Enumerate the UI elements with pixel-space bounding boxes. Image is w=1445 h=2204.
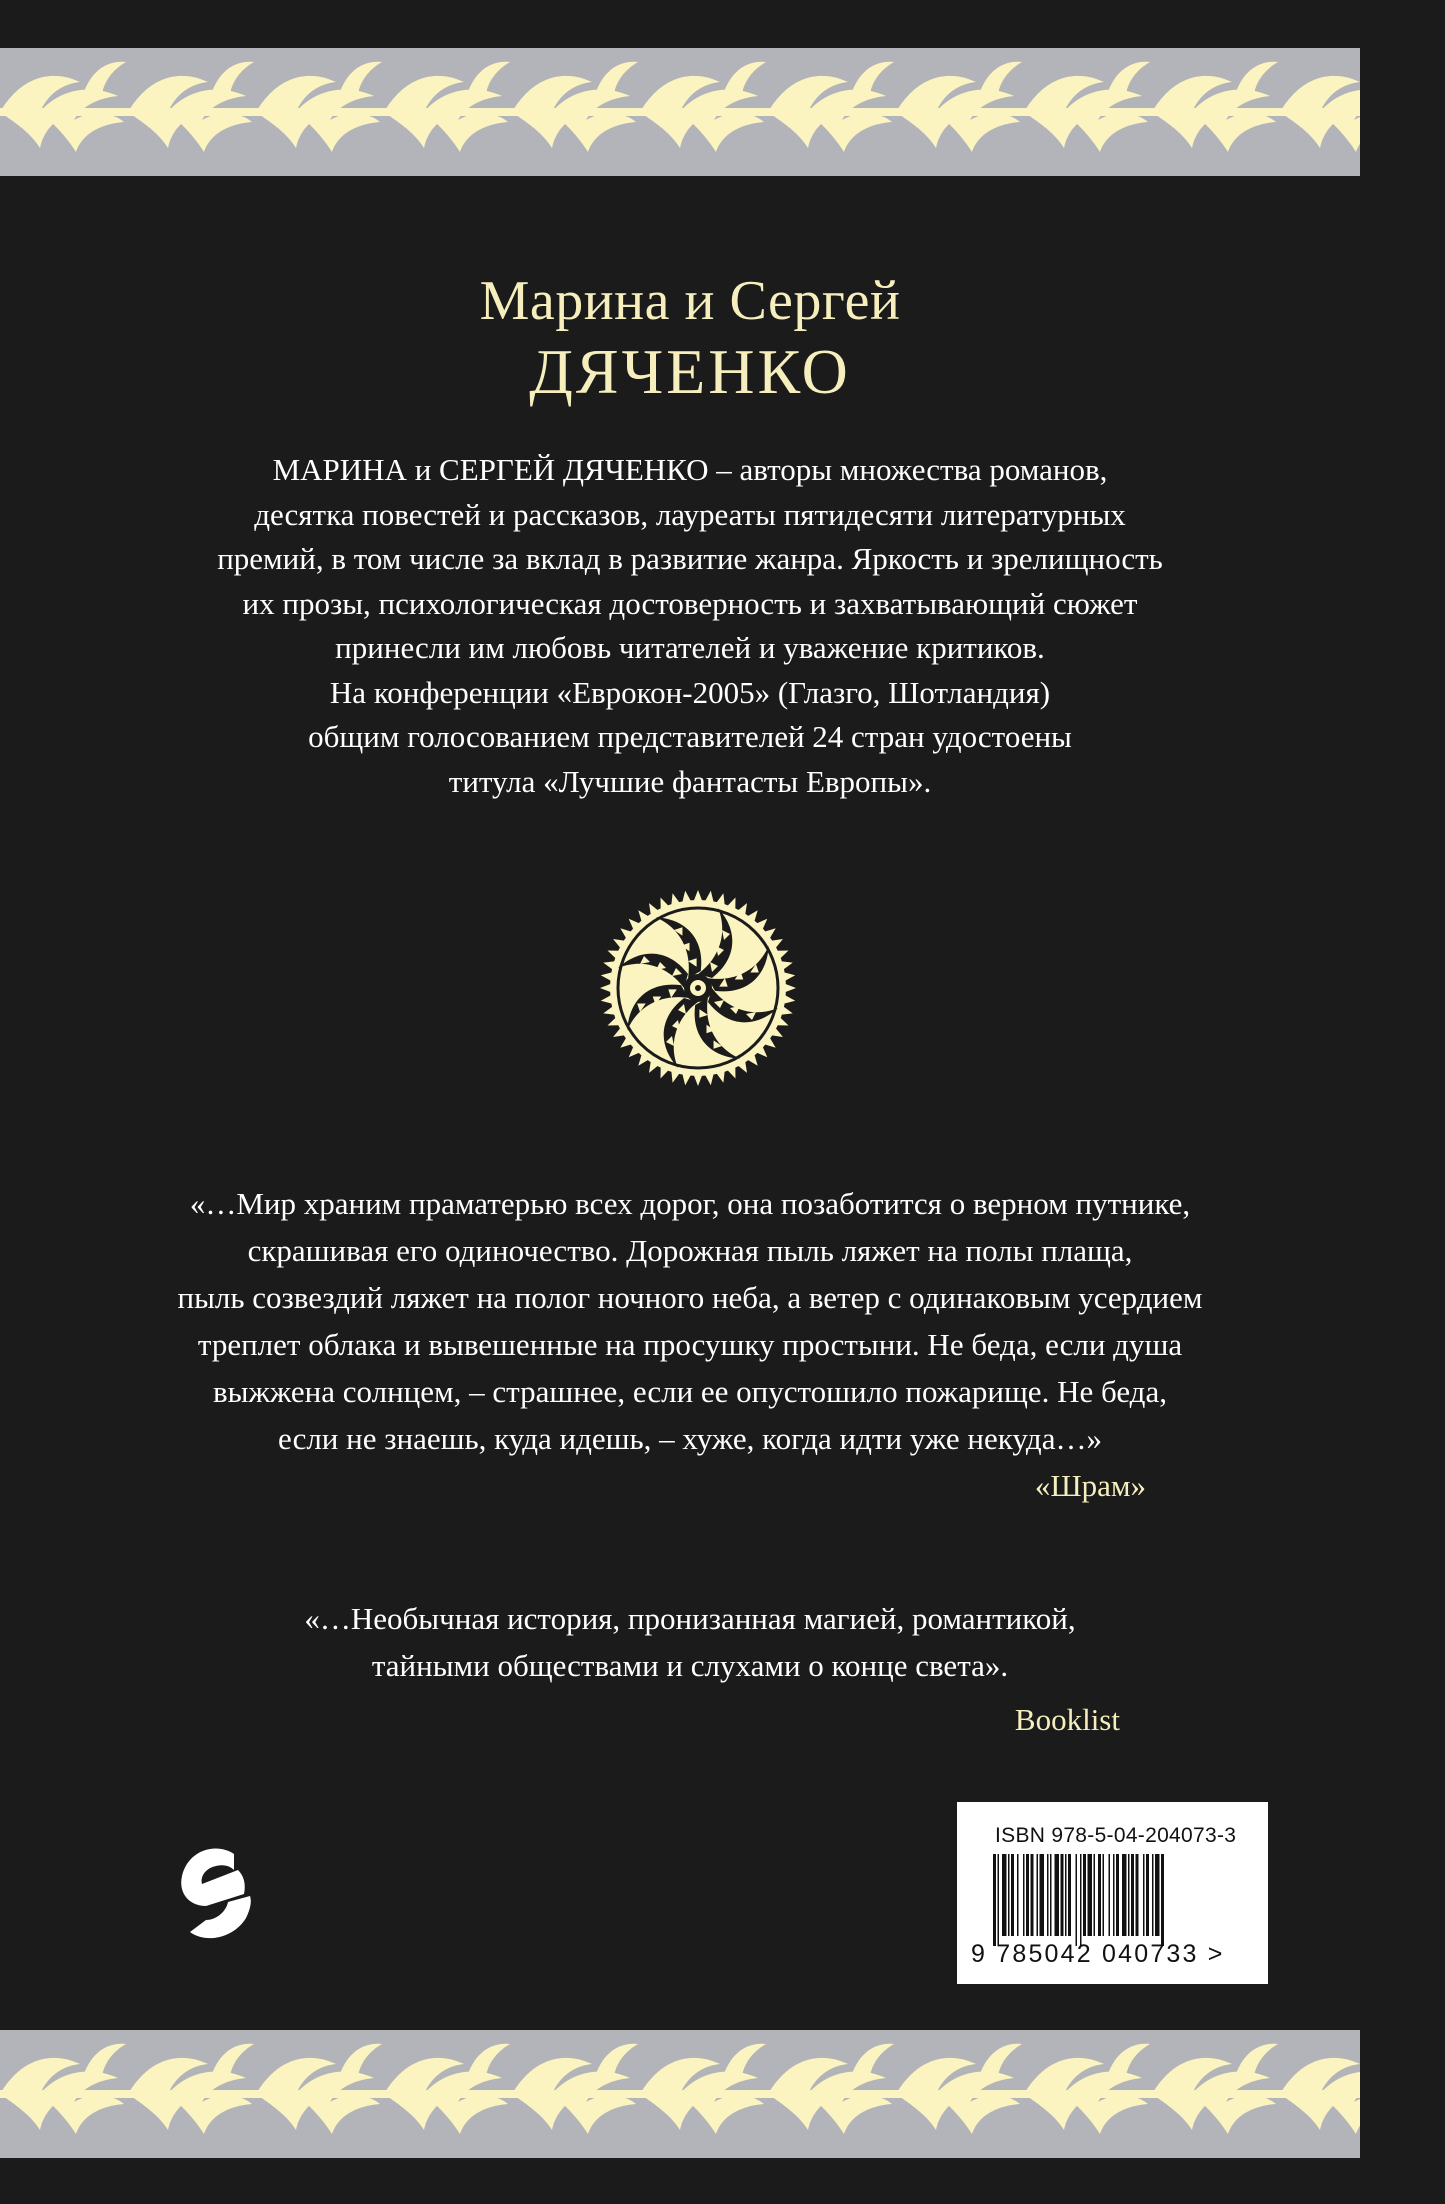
quote-line: «…Необычная история, пронизанная магией, романтикой,: [304, 1601, 1076, 1636]
quote-source: «Шрам»: [1034, 1468, 1146, 1503]
bio-line: титула «Лучшие фантасты Европы».: [448, 763, 932, 799]
barcode-bars: [993, 1854, 1239, 1946]
quote-line: «…Мир храним праматерью всех дорог, она позаботится о верном путнике,: [189, 1186, 1191, 1221]
quote-source: Booklist: [1014, 1702, 1120, 1737]
top-ornament-band: [0, 48, 1360, 176]
author-surname: ДЯЧЕНКО: [529, 336, 851, 407]
bio-line: премий, в том числе за вклад в развитие жанра. Яркость и зрелищность: [217, 541, 1163, 576]
author-names: Марина и Сергей: [479, 270, 901, 332]
author-heading: [0, 268, 1380, 410]
quote-line: если не знаешь, куда идешь, – хуже, когда идти уже некуда…»: [278, 1421, 1102, 1456]
isbn-barcode: [957, 1802, 1268, 1984]
quote-line: скрашивая его одиночество. Дорожная пыль ляжет на полы плаща,: [247, 1233, 1133, 1268]
publisher-logo-icon: [172, 1836, 262, 1946]
quote-shram: [0, 1180, 1380, 1462]
quote-line: пыль созвездий ляжет на полог ночного неба, а ветер с одинаковым усердием: [177, 1280, 1203, 1315]
flame-wave-ornament-top: [0, 48, 1360, 176]
bio-line: десятка повестей и рассказов, лауреаты пятидесяти литературных: [254, 496, 1126, 532]
quote-line: тайными обществами и слухами о конце света».: [371, 1648, 1009, 1683]
quote-line: выжжена солнцем, – страшнее, если ее опустошило пожарище. Не беда,: [213, 1374, 1167, 1409]
bio-line: На конференции «Еврокон-2005» (Глазго, Шотландия): [329, 674, 1051, 710]
author-bio: [0, 448, 1380, 804]
flame-wave-ornament-bottom: [0, 2030, 1360, 2158]
isbn-label: ISBN 978-5-04-204073-3: [995, 1824, 1237, 1847]
bio-line: их прозы, психологическая достоверность и захватывающий сюжет: [242, 585, 1138, 621]
barcode-digits: 9 785042 040733 >: [971, 1940, 1225, 1968]
bio-line: принесли им любовь читателей и уважение критиков.: [335, 630, 1045, 665]
bottom-ornament-band: [0, 2030, 1360, 2158]
bio-line: МАРИНА и СЕРГЕЙ ДЯЧЕНКО – авторы множества романов,: [272, 452, 1108, 487]
quote-booklist: [0, 1595, 1380, 1689]
bio-line: общим голосованием представителей 24 стран удостоены: [308, 719, 1072, 754]
spiral-sun-emblem-icon: [598, 888, 798, 1088]
quote-line: треплет облака и вывешенные на просушку простыни. Не беда, если душа: [197, 1327, 1183, 1362]
